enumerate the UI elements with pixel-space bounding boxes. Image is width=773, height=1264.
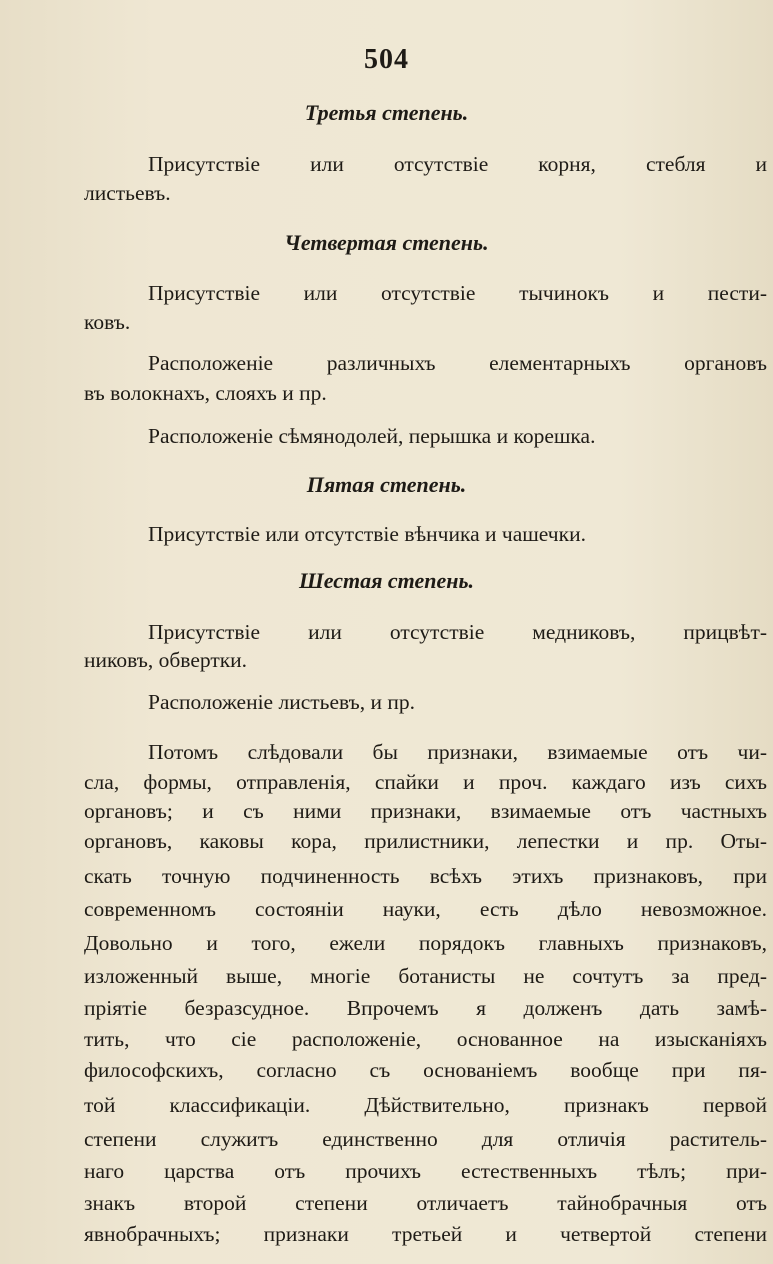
text-line: тить, что сіе расположеніе, основанное на изысканіяхъ [84, 1027, 767, 1051]
text-line: органовъ, каковы кора, прилистники, лепестки и пр. Оты- [84, 829, 767, 853]
text-line: Присутствіе или отсутствіе медниковъ, прицвѣт- [148, 620, 767, 644]
text-line: философскихъ, согласно съ основаніемъ вообще при пя- [84, 1058, 767, 1082]
text-line: той классификаціи. Дѣйствительно, признакъ первой [84, 1093, 767, 1117]
text-line: Присутствіе или отсутствіе корня, стебля и [148, 152, 767, 176]
text-line: изложенный выше, многіе ботанисты не сочтутъ за пред- [84, 964, 767, 988]
text-line: ковъ. [84, 310, 131, 334]
section-heading-fifth-degree: Пятая степень. [306, 472, 467, 497]
section-heading-fourth-degree: Четвертая степень. [284, 230, 489, 255]
page-number: 504 [364, 44, 409, 75]
section-heading-third-degree: Третья степень. [304, 100, 469, 125]
text-line: органовъ; и съ ними признаки, взимаемые отъ частныхъ [84, 799, 767, 823]
text-line: никовъ, обвертки. [84, 648, 248, 672]
text-line: наго царства отъ прочихъ естественныхъ тѣлъ; при- [84, 1159, 767, 1183]
text-line: Расположеніе листьевъ, и пр. [148, 690, 415, 714]
text-line: Присутствіе или отсутствіе вѣнчика и чашечки. [148, 522, 586, 546]
text-line: Довольно и того, ежели порядокъ главныхъ признаковъ, [84, 931, 767, 955]
text-line: Расположеніе различныхъ елементарныхъ органовъ [148, 351, 767, 375]
text-line: листьевъ. [84, 181, 171, 205]
text-line: скать точную подчиненность всѣхъ этихъ признаковъ, при [84, 864, 767, 888]
text-line: Расположеніе сѣмянодолей, перышка и корешка. [148, 424, 596, 448]
text-line: сла, формы, отправленія, спайки и проч. каждаго изъ сихъ [84, 770, 767, 794]
section-heading-sixth-degree: Шестая степень. [298, 568, 475, 593]
text-line: пріятіе безразсудное. Впрочемъ я долженъ дать замѣ- [84, 996, 767, 1020]
text-line: Потомъ слѣдовали бы признаки, взимаемые отъ чи- [148, 740, 767, 764]
text-line: знакъ второй степени отличаетъ тайнобрачныя отъ [84, 1191, 767, 1215]
text-line: современномъ состояніи науки, есть дѣло невозможное. [84, 897, 767, 921]
text-line: въ волокнахъ, слояхъ и пр. [84, 381, 327, 405]
text-line: степени служитъ единственно для отличія раститель- [84, 1127, 767, 1151]
text-line: Присутствіе или отсутствіе тычинокъ и пести- [148, 281, 767, 305]
text-line: явнобрачныхъ; признаки третьей и четвертой степени [84, 1222, 767, 1246]
